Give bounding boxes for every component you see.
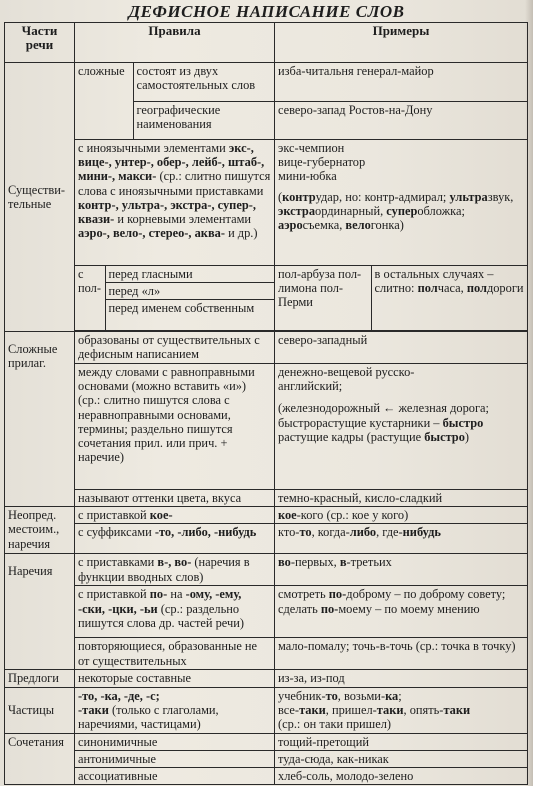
adv-example-3: мало-помалу; точь-в-точь (ср.: точка в точку) (275, 638, 528, 670)
prep-row (5, 670, 528, 687)
comb-rule-1: синонимичные (75, 733, 275, 750)
noun-compound-rule-2: географические наименования (133, 101, 274, 139)
prep-example: из-за, из-под (275, 670, 528, 687)
adj-label: Сложные прилаг. (5, 332, 75, 507)
adv-row-1 (5, 554, 528, 586)
noun-compound-label: сложные (75, 63, 133, 139)
pol-label: с пол- (75, 266, 105, 330)
pron-example-2: кто-то, когда-либо, где-нибудь (275, 524, 528, 554)
adj-rule-1: образованы от существительных с дефисным написанием (75, 332, 275, 364)
noun-compound-example-2: северо-запад Ростов-на-Дону (275, 101, 527, 139)
adj-row-2 (5, 364, 528, 490)
noun-pol-rules (75, 266, 275, 331)
pol-rule-3: перед именем собственным (105, 300, 274, 330)
pron-label: Неопред. местоим., наречия (5, 507, 75, 554)
noun-foreign-examples (275, 140, 528, 266)
adj-rule-3: называют оттенки цвета, вкуса (75, 490, 275, 507)
noun-pol-examples (275, 266, 528, 331)
page-title: ДЕФИСНОЕ НАПИСАНИЕ СЛОВ (128, 2, 405, 21)
noun-compound-example-1: изба-читальня генерал-майор (275, 63, 527, 101)
part-rules (75, 687, 275, 733)
comb-row-3 (5, 768, 528, 785)
part-label: Частицы (5, 687, 75, 733)
foreign-example-2: (контрудар, но: контр-адмирал; ультразвук, экстраординарный, суперобложка; аэросъемка, велогонка) (278, 189, 514, 233)
comb-row-1 (5, 733, 528, 750)
noun-foreign-row (5, 140, 528, 266)
pol-examples: пол-арбуза пол-лимона пол-Перми (275, 266, 371, 330)
header-examples: Примеры (275, 23, 528, 63)
noun-foreign-rule: с иноязычными элементами экс-, вице-, унтер-, обер-, лейб-, штаб-, мини-, макси- (ср.: слитно пишутся слова с иноязычными приставками контр-, ультра-, экстра-, супер-, квази- и корневыми элементами аэро-, вело-, стерео-, аква- и др.) (75, 140, 275, 266)
header-parts: Части речи (5, 23, 75, 63)
comb-row-2 (5, 750, 528, 767)
part-row (5, 687, 528, 733)
noun-compound-rules (75, 63, 275, 140)
part-examples: учебник-то, возьми-ка; все-таки, пришел-таки, опять-таки (ср.: он таки пришел) (275, 687, 528, 733)
part-rule-1: -то, -ка, -де, -с; (78, 688, 160, 703)
pol-inner (75, 266, 274, 330)
pron-rule-2: с суффиксами -то, -либо, -нибудь (75, 524, 275, 554)
adv-rule-1: с приставками в-, во- (наречия в функции вводных слов) (75, 554, 275, 586)
adj-example-3: темно-красный, кисло-сладкий (275, 490, 528, 507)
adj-row-3 (5, 490, 528, 507)
adv-example-1: во-первых, в-третьих (275, 554, 528, 586)
noun-compound-row (5, 63, 528, 140)
prep-rule: некоторые составные (75, 670, 275, 687)
part-rule-2: -таки (только с глаголами, наречиями, частицами) (78, 702, 219, 732)
adj-rule-2: между словами с равноправными основами (можно вставить «и») (ср.: слитно пишутся слова с неравноправными основами, термины; раздельно пишутся сочетания прил. или прич. + наречие) (75, 364, 275, 490)
noun-compound-rule-1: состоят из двух самостоятельных слов (133, 63, 274, 101)
pol-rule-1: перед гласными (105, 266, 274, 283)
prep-label: Предлоги (5, 670, 75, 687)
header-rules: Правила (75, 23, 275, 63)
adj-example-2: денежно-вещевой русско-английский; (железнодорожный ← железная дорога; быстрорастущие кустарники – быстро растущие кадры (растущие быстро) (275, 364, 528, 490)
comb-rule-2: антонимичные (75, 750, 275, 767)
noun-compound-inner (75, 63, 274, 139)
comb-rule-3: ассоциативные (75, 768, 275, 785)
comb-example-1: тощий-претощий (275, 733, 528, 750)
foreign-prefixes: экс-, вице-, унтер-, обер-, лейб-, штаб-, мини-, макси- (78, 141, 265, 184)
noun-pol-row (5, 266, 528, 331)
adv-rule-2: с приставкой по- на -ому, -ему, -ски, -цки, -ьи (ср.: раздельно пишутся слова др. частей речи) (75, 586, 275, 638)
adj-row-1 (5, 332, 528, 364)
adv-label: Наречия (5, 554, 75, 670)
pron-row-1 (5, 507, 528, 524)
noun-label: Существи-тельные (5, 63, 75, 332)
comb-example-2: туда-сюда, как-никак (275, 750, 528, 767)
noun-compound-ex-inner (275, 63, 527, 139)
foreign-example-1: экс-чемпион вице-губернатор мини-юбка (278, 141, 366, 184)
pol-ex-inner (275, 266, 527, 330)
pron-rule-1: с приставкой кое- (75, 507, 275, 524)
pol-rule-2: перед «л» (105, 283, 274, 300)
pron-row-2 (5, 524, 528, 554)
pol-else: в остальных случаях – слитно: полчаса, полдороги (371, 266, 527, 330)
comb-label: Сочетания (5, 733, 75, 785)
pron-example-1: кое-кого (ср.: кое у кого) (275, 507, 528, 524)
noun-compound-examples (275, 63, 528, 140)
page-edge-shadow (525, 0, 533, 786)
adv-row-3 (5, 638, 528, 670)
adv-example-2: смотреть по-доброму – по доброму совету; сделать по-моему – по моему мнению (275, 586, 528, 638)
header-row (5, 23, 528, 63)
rules-table (4, 22, 528, 785)
adj-example-1: северо-западный (275, 332, 528, 364)
adv-rule-3: повторяющиеся, образованные не от существительных (75, 638, 275, 670)
comb-example-3: хлеб-соль, молодо-зелено (275, 768, 528, 785)
adv-row-2 (5, 586, 528, 638)
